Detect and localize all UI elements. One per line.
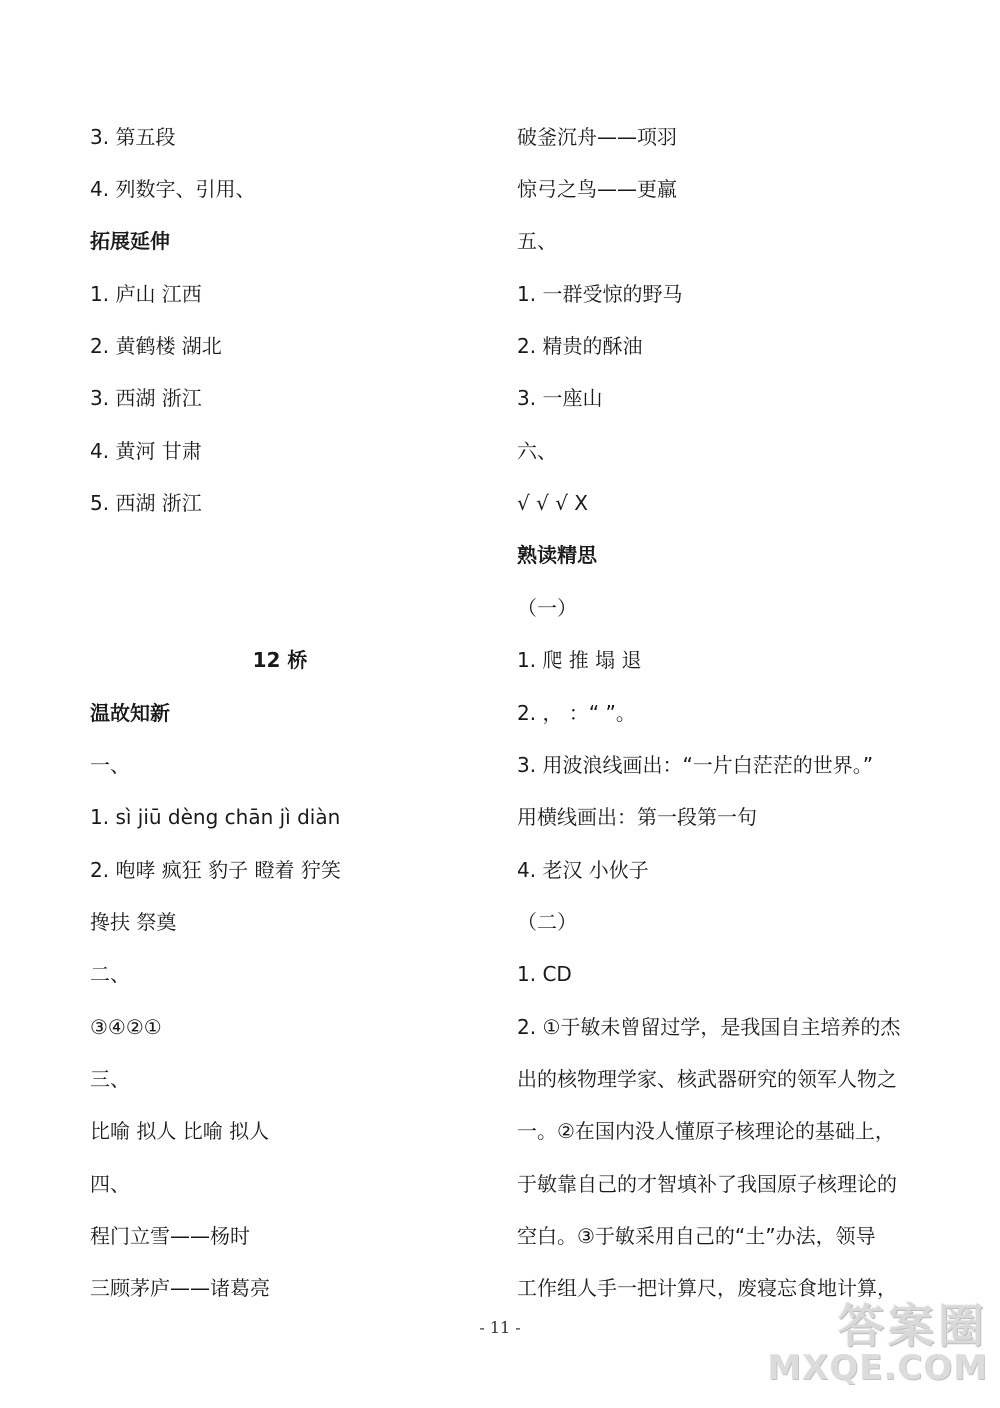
section-heading: 温故知新 xyxy=(90,701,170,725)
section-heading: 拓展延伸 xyxy=(90,229,170,253)
answer-line: ③④②① xyxy=(90,1015,162,1039)
answer-line: 2. ①于敏未曾留过学，是我国自主培养的杰 xyxy=(517,1015,901,1039)
answer-line: 1. 一群受惊的野马 xyxy=(517,282,683,306)
answer-line: 四、 xyxy=(90,1172,130,1196)
answer-line: 3. 一座山 xyxy=(517,386,603,410)
section-heading: 熟读精思 xyxy=(517,543,597,567)
answer-line: 4. 老汉 小伙子 xyxy=(517,858,649,882)
lesson-title: 12 桥 xyxy=(252,648,308,672)
answer-line: 三顾茅庐——诸葛亮 xyxy=(90,1276,270,1300)
answer-line: 1. sì jiū dèng chān jì diàn xyxy=(90,805,341,829)
answer-line: 二、 xyxy=(90,962,130,986)
watermark-cn: 答案圈 xyxy=(838,1299,988,1353)
answer-line: 2. 精贵的酥油 xyxy=(517,334,643,358)
answer-line: 4. 列数字、引用、 xyxy=(90,177,256,201)
watermark-logo xyxy=(738,1286,988,1396)
answer-line: 2. ， ：“ ”。 xyxy=(517,701,636,725)
answer-line: 出的核物理学家、核武器研究的领军人物之 xyxy=(517,1067,897,1091)
answer-line: 用横线画出：第一段第一句 xyxy=(517,805,757,829)
answer-line: 1. 爬 推 塌 退 xyxy=(517,648,642,672)
answer-line: 2. 咆哮 疯狂 豹子 瞪着 狞笑 xyxy=(90,858,341,882)
answer-line: 1. 庐山 江西 xyxy=(90,282,202,306)
answer-line: 工作组人手一把计算尺，废寝忘食地计算， xyxy=(517,1276,897,1300)
answer-line: √ √ √ X xyxy=(517,491,589,515)
answer-line: 六、 xyxy=(517,439,557,463)
answer-line: 3. 西湖 浙江 xyxy=(90,386,202,410)
answer-line: 三、 xyxy=(90,1067,130,1091)
answer-line: 4. 黄河 甘肃 xyxy=(90,439,202,463)
answer-line: 惊弓之鸟——更羸 xyxy=(517,177,677,201)
watermark-en: MXQE.COM xyxy=(767,1348,988,1388)
answer-line: 于敏靠自己的才智填补了我国原子核理论的 xyxy=(517,1172,897,1196)
answer-line: 5. 西湖 浙江 xyxy=(90,491,202,515)
answer-line: 程门立雪——杨时 xyxy=(90,1224,250,1248)
answer-line: 1. CD xyxy=(517,962,572,986)
answer-line: 一、 xyxy=(90,753,130,777)
answer-line: 2. 黄鹤楼 湖北 xyxy=(90,334,222,358)
answer-line: （二） xyxy=(517,910,577,934)
answer-line: 空白。③于敏采用自己的“土”办法，领导 xyxy=(517,1224,876,1248)
page-number: - 11 - xyxy=(479,1318,521,1337)
answer-line: 五、 xyxy=(517,229,557,253)
answer-line: 搀扶 祭奠 xyxy=(90,910,177,934)
answer-line: 3. 用波浪线画出：“一片白茫茫的世界。” xyxy=(517,753,874,777)
answer-line: 破釜沉舟——项羽 xyxy=(517,125,677,149)
answer-line: 3. 第五段 xyxy=(90,125,176,149)
answer-line: 比喻 拟人 比喻 拟人 xyxy=(90,1119,270,1143)
answer-line: 一。②在国内没人懂原子核理论的基础上， xyxy=(517,1119,895,1143)
answer-line: （一） xyxy=(517,596,577,620)
